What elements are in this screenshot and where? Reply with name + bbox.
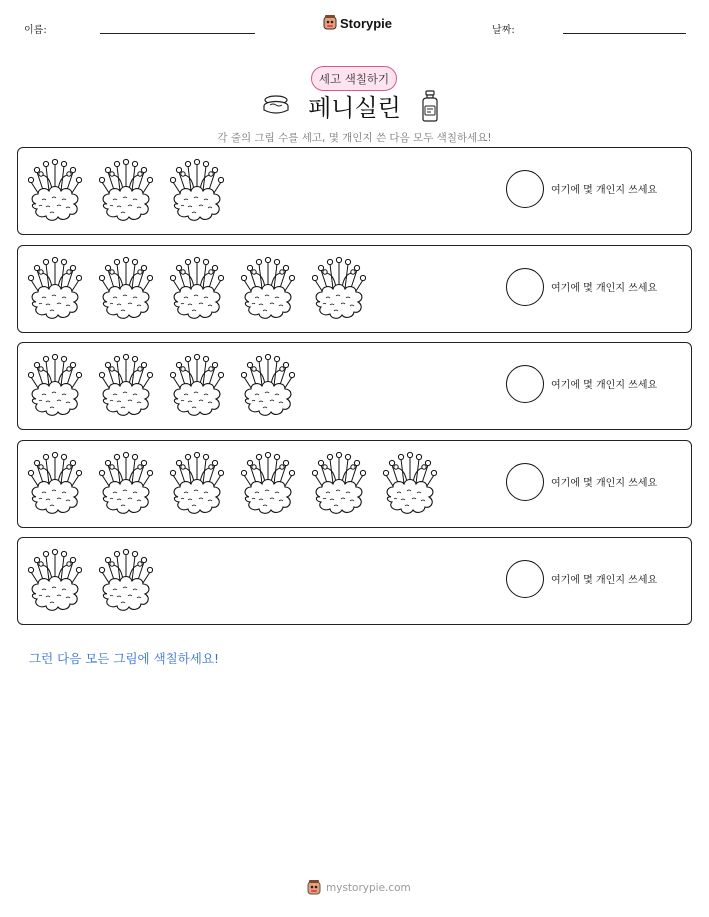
- activity-badge: 세고 색칠하기: [311, 66, 397, 91]
- page-title: 페니실린: [308, 94, 401, 122]
- answer-label: 여기에 몇 개인지 쓰세요: [551, 380, 658, 391]
- storypie-logo[interactable]: [323, 13, 392, 33]
- answer-circle[interactable]: [506, 463, 544, 501]
- count-row-5: [17, 537, 692, 625]
- penicillin-mold-icon: [170, 156, 224, 226]
- penicillin-mold-icon: [99, 254, 153, 324]
- coloring-note: 그런 다음 모든 그림에 색칠하세요!: [29, 651, 219, 666]
- penicillin-mold-icon: [170, 449, 224, 519]
- answer-circle[interactable]: [506, 268, 544, 306]
- answer-label: 여기에 몇 개인지 쓰세요: [551, 478, 658, 489]
- answer-label: 여기에 몇 개인지 쓰세요: [551, 185, 658, 196]
- germ-group: [28, 546, 153, 616]
- germ-group: [28, 254, 366, 324]
- vial-icon: [419, 90, 441, 122]
- site-url: mystorypie.com: [326, 882, 411, 894]
- storypie-mascot-icon: [323, 15, 337, 31]
- answer-circle[interactable]: [506, 365, 544, 403]
- brand-name: Storypie: [340, 15, 393, 31]
- penicillin-mold-icon: [383, 449, 437, 519]
- name-label: 이름:: [24, 25, 47, 36]
- site-footer[interactable]: [307, 880, 411, 896]
- penicillin-mold-icon: [170, 351, 224, 421]
- penicillin-mold-icon: [28, 254, 82, 324]
- penicillin-mold-icon: [99, 449, 153, 519]
- storypie-mascot-icon: [307, 880, 321, 896]
- penicillin-mold-icon: [28, 546, 82, 616]
- count-row-1: [17, 147, 692, 235]
- count-row-4: [17, 440, 692, 528]
- penicillin-mold-icon: [28, 156, 82, 226]
- penicillin-mold-icon: [99, 351, 153, 421]
- name-line[interactable]: [100, 33, 255, 34]
- count-row-3: [17, 342, 692, 430]
- count-row-2: [17, 245, 692, 333]
- penicillin-mold-icon: [241, 351, 295, 421]
- answer-label: 여기에 몇 개인지 쓰세요: [551, 575, 658, 586]
- germ-group: [28, 156, 224, 226]
- penicillin-mold-icon: [28, 449, 82, 519]
- instruction-text: 각 줄의 그림 수를 세고, 몇 개인지 쓴 다음 모두 색칠하세요!: [217, 132, 492, 144]
- date-line[interactable]: [563, 33, 686, 34]
- penicillin-mold-icon: [312, 254, 366, 324]
- germ-group: [28, 351, 295, 421]
- answer-circle[interactable]: [506, 170, 544, 208]
- answer-label: 여기에 몇 개인지 쓰세요: [551, 283, 658, 294]
- penicillin-mold-icon: [241, 449, 295, 519]
- penicillin-mold-icon: [28, 351, 82, 421]
- penicillin-mold-icon: [170, 254, 224, 324]
- germ-group: [28, 449, 437, 519]
- answer-circle[interactable]: [506, 560, 544, 598]
- penicillin-mold-icon: [241, 254, 295, 324]
- penicillin-mold-icon: [99, 156, 153, 226]
- date-label: 날짜:: [492, 25, 515, 36]
- penicillin-mold-icon: [312, 449, 366, 519]
- penicillin-mold-icon: [99, 546, 153, 616]
